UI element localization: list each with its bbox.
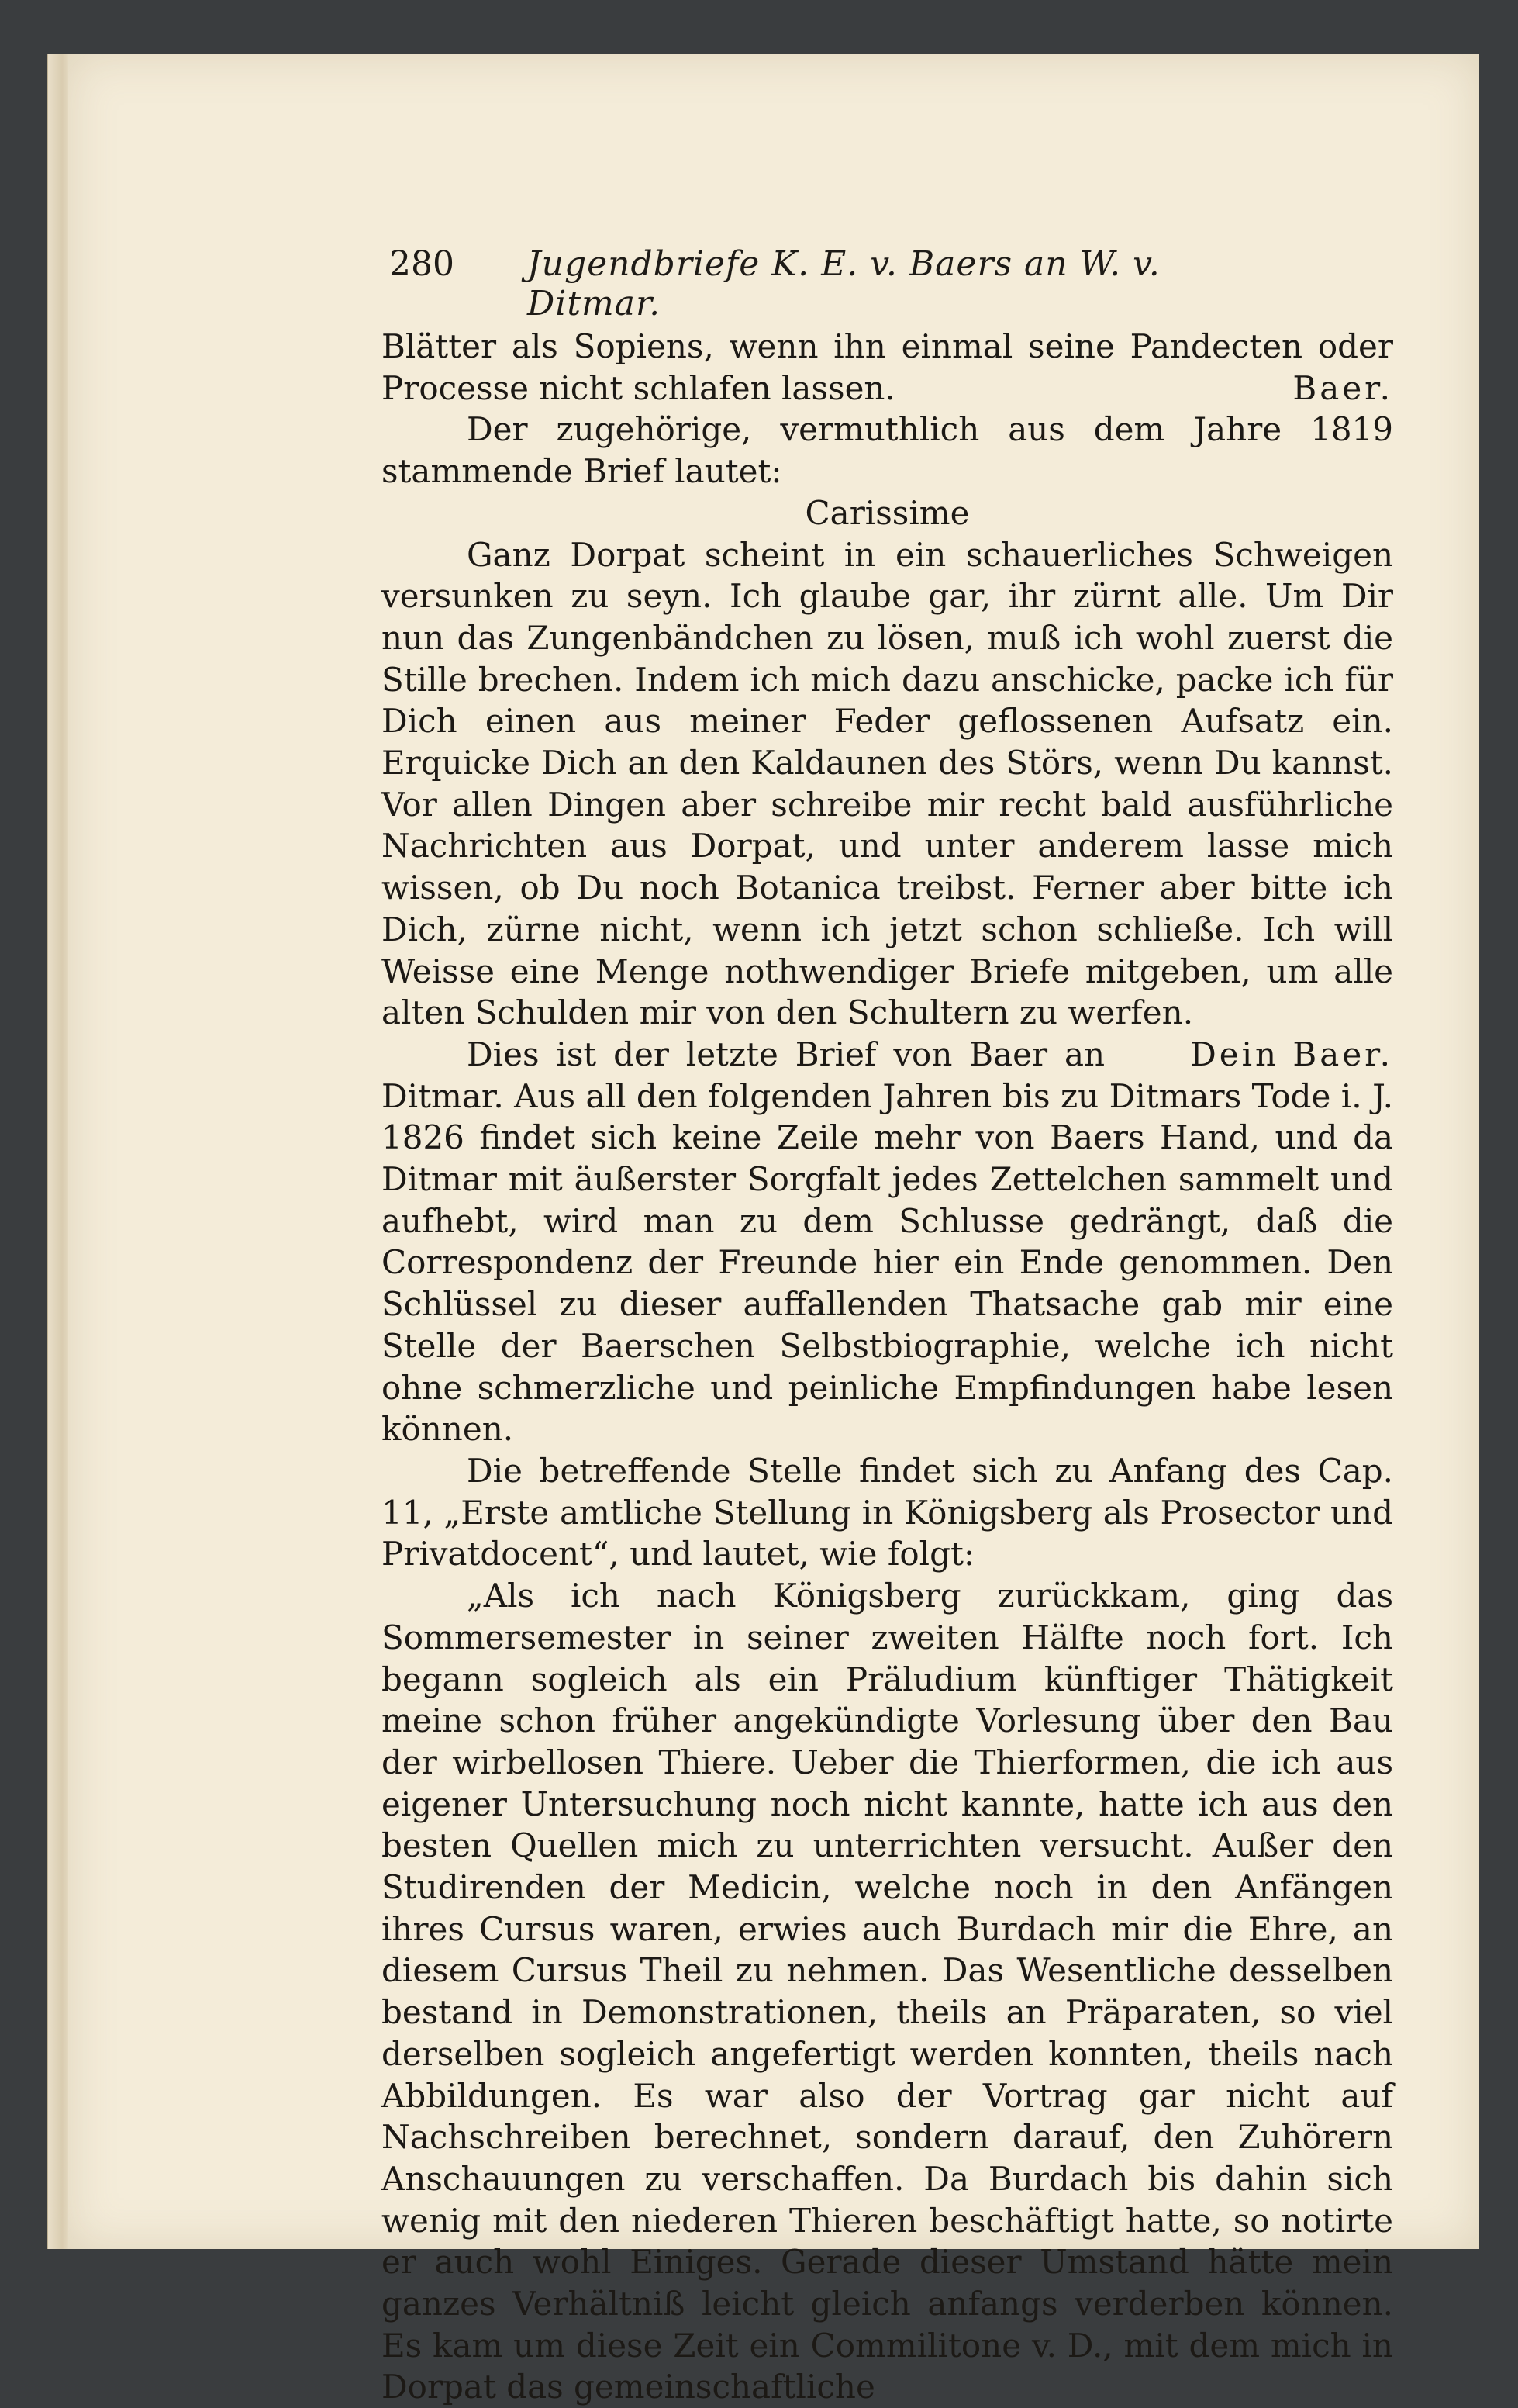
paragraph-4: Dies ist der letzte Brief von Baer an Ditmar. Aus all den folgenden Jahren bis zu Ditmars Tode i. J. 1826 findet sich keine Zeile mehr von Baers Hand, und da Ditmar mit äußerster Sorgfalt jedes Zettelchen sammelt und aufhebt, wird man zu dem Schlusse gedrängt, daß die Correspondenz der Freunde hier ein Ende genommen. Den Schlüssel zu dieser auffallenden Thatsache gab mir eine Stelle der Baerschen Selbstbiographie, welche ich nicht ohne schmerzliche und peinliche Empfindungen habe lesen können. (381, 1035, 1393, 1449)
body-text (381, 326, 1393, 2408)
running-title: Jugendbriefe K. E. v. Baers an W. v. Ditmar. (527, 244, 1161, 323)
signature-baer: Baer. (1292, 368, 1393, 407)
paragraph-1-text: Blätter als Sopiens, wenn ihn einmal seine Pandecten oder Processe nicht schlafen lassen. (381, 327, 1393, 407)
salutation: Carissime (805, 493, 970, 532)
page-number: 280 (389, 244, 454, 284)
paragraph-6: „Als ich nach Königsberg zurückkam, ging das Sommersemester in seiner zweiten Hälfte noch fort. Ich begann sogleich als ein Präludium künftiger Thätigkeit meine schon früher angekündigte Vorlesung über den Bau der wirbellosen Thiere. Ueber die Thierformen, die ich aus eigener Untersuchung noch nicht kannte, hatte ich aus den besten Quellen mich zu unterrichten versucht. Außer den Studirenden der Medicin, welche noch in den Anfängen ihres Cursus waren, erwies auch Burdach mir die Ehre, an diesem Cursus Theil zu nehmen. Das Wesentliche desselben bestand in Demonstrationen, theils an Präparaten, so viel derselben sogleich angefertigt werden konnten, theils nach Abbildungen. Es war also der Vortrag gar nicht auf Nachschreiben berechnet, sondern darauf, den Zuhörern Anschauungen zu verschaffen. Da Burdach bis dahin sich wenig mit den niederen Thieren beschäftigt hatte, so notirte er auch wohl Einiges. Gerade dieser Umstand hätte mein ganzes Verhältniß leicht gleich anfangs verderben können. Es kam um diese Zeit ein Commilitone v. D., mit dem mich in Dorpat das gemeinschaftliche (381, 1577, 1393, 2406)
paragraph-3 (381, 534, 1393, 1073)
signature-dein-baer: Dein Baer. (1190, 1035, 1393, 1073)
paragraph-2: Der zugehörige, vermuthlich aus dem Jahre 1819 stammende Brief lautet: (381, 410, 1393, 491)
paragraph-5: Die betreffende Stelle findet sich zu Anfang des Cap. 11, „Erste amtliche Stellung in Königsberg als Prosector und Privatdocent“, und lautet, wie folgt: (381, 1451, 1393, 1574)
page-header (318, 237, 1202, 323)
paragraph-3-text: Ganz Dorpat scheint in ein schauerliches Schweigen versunken zu seyn. Ich glaube gar, ihr zürnt alle. Um Dir nun das Zungenbändchen zu lösen, muß ich wohl zuerst die Stille brechen. Indem ich mich dazu anschicke, packe ich für Dich einen aus meiner Feder geflossenen Aufsatz ein. Erquicke Dich an den Kaldaunen des Störs, wenn Du kannst. Vor allen Dingen aber schreibe mir recht bald ausführliche Nachrichten aus Dorpat, und unter anderem lasse mich wissen, ob Du noch Botanica treibst. Ferner aber bitte ich Dich, zürne nicht, wenn ich jetzt schon schließe. Ich will Weisse eine Menge nothwendiger Briefe mitgeben, um alle alten Schulden mir von den Schultern zu werfen. (381, 535, 1393, 1032)
paragraph-1 (381, 326, 1393, 409)
